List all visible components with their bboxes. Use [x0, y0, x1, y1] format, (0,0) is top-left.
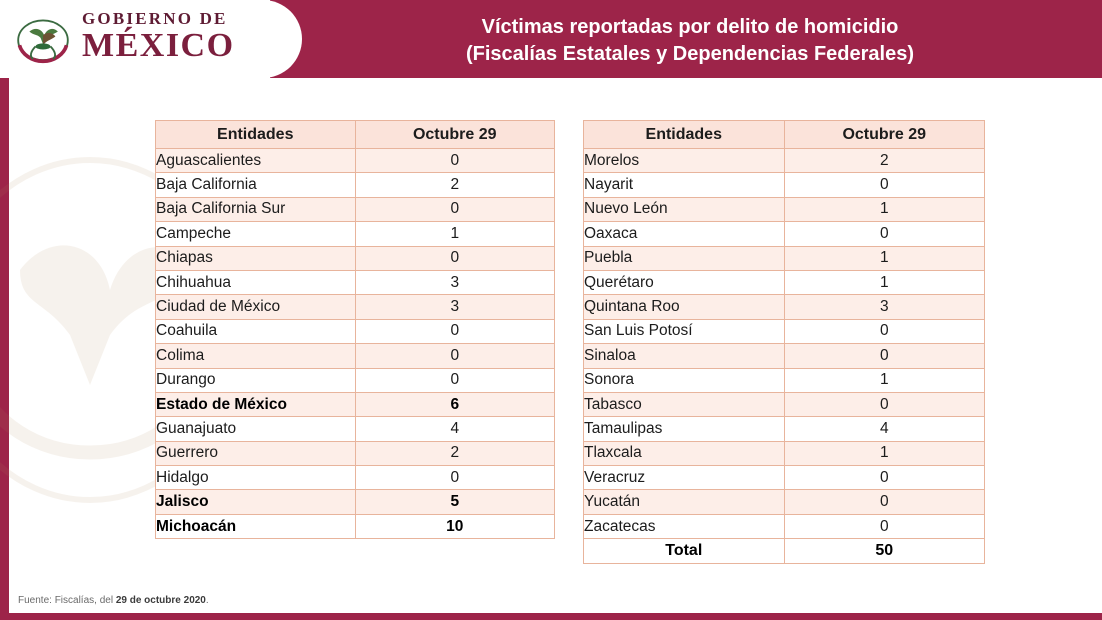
cell-valor: 0	[784, 392, 985, 416]
table-row	[584, 295, 985, 319]
page-header	[0, 0, 1102, 78]
table-row	[584, 466, 985, 490]
table-row	[584, 246, 985, 270]
cell-entidad: Zacatecas	[584, 514, 785, 538]
cell-valor: 0	[784, 222, 985, 246]
page-title-line2: (Fiscalías Estatales y Dependencias Federales)	[466, 43, 914, 65]
cell-entidad: Chihuahua	[156, 270, 356, 294]
cell-valor: 0	[784, 466, 985, 490]
table-row	[156, 246, 555, 270]
table-right-body	[584, 149, 985, 564]
table-row	[156, 319, 555, 343]
cell-valor: 10	[355, 514, 555, 538]
table-header-row	[156, 121, 555, 149]
cell-valor: 1	[784, 197, 985, 221]
cell-valor: 0	[784, 319, 985, 343]
cell-entidad: Nayarit	[584, 173, 785, 197]
table-row-highlight	[156, 392, 555, 416]
table-row	[584, 392, 985, 416]
page-title	[290, 14, 1090, 68]
cell-valor: 1	[355, 222, 555, 246]
table-row	[584, 441, 985, 465]
cell-entidad: San Luis Potosí	[584, 319, 785, 343]
column-header-fecha: Octubre 29	[355, 121, 555, 149]
cell-entidad: Quintana Roo	[584, 295, 785, 319]
cell-valor: 1	[784, 246, 985, 270]
footer-accent-bar	[0, 613, 1102, 620]
cell-valor: 0	[784, 173, 985, 197]
table-row	[156, 344, 555, 368]
column-header-fecha: Octubre 29	[784, 121, 985, 149]
table-row-highlight	[156, 514, 555, 538]
table-row	[584, 149, 985, 173]
brand-line-mexico: MÉXICO	[82, 27, 235, 64]
cell-entidad: Durango	[156, 368, 356, 392]
cell-valor: 1	[784, 441, 985, 465]
table-row	[584, 368, 985, 392]
cell-entidad: Michoacán	[156, 514, 356, 538]
page-title-line1: Víctimas reportadas por delito de homicidio	[481, 16, 899, 38]
homicide-victims-table-left	[155, 120, 555, 539]
cell-entidad: Oaxaca	[584, 222, 785, 246]
cell-entidad: Baja California	[156, 173, 356, 197]
table-row	[156, 149, 555, 173]
cell-valor: 4	[355, 417, 555, 441]
cell-entidad: Guerrero	[156, 441, 356, 465]
cell-valor: 0	[355, 246, 555, 270]
cell-entidad: Baja California Sur	[156, 197, 356, 221]
table-row	[156, 173, 555, 197]
cell-valor: 0	[784, 344, 985, 368]
cell-entidad: Veracruz	[584, 466, 785, 490]
cell-entidad: Chiapas	[156, 246, 356, 270]
mexican-coat-of-arms-icon	[12, 8, 74, 70]
total-value: 50	[784, 539, 985, 563]
source-suffix: .	[205, 595, 209, 606]
table-left-body	[156, 149, 555, 539]
cell-entidad: Morelos	[584, 149, 785, 173]
cell-entidad: Colima	[156, 344, 356, 368]
column-header-entidades: Entidades	[584, 121, 785, 149]
cell-entidad: Estado de México	[156, 392, 356, 416]
source-prefix: Fuente: Fiscalías, del	[18, 595, 116, 606]
cell-valor: 5	[355, 490, 555, 514]
cell-entidad: Tabasco	[584, 392, 785, 416]
table-header-row	[584, 121, 985, 149]
left-accent-bar	[0, 78, 9, 620]
cell-entidad: Jalisco	[156, 490, 356, 514]
source-date: 29 de octubre 2020	[115, 595, 206, 606]
cell-valor: 3	[355, 295, 555, 319]
table-row	[156, 270, 555, 294]
cell-valor: 0	[355, 344, 555, 368]
cell-valor: 0	[355, 466, 555, 490]
cell-valor: 4	[784, 417, 985, 441]
brand-line-gobierno: GOBIERNO DE	[82, 9, 228, 28]
table-total-row	[584, 539, 985, 563]
cell-entidad: Campeche	[156, 222, 356, 246]
table-row	[584, 514, 985, 538]
table-row	[156, 222, 555, 246]
cell-entidad: Guanajuato	[156, 417, 356, 441]
table-row	[156, 368, 555, 392]
table-row	[584, 319, 985, 343]
table-row	[584, 197, 985, 221]
table-row	[584, 270, 985, 294]
table-row	[584, 344, 985, 368]
cell-entidad: Aguascalientes	[156, 149, 356, 173]
cell-entidad: Nuevo León	[584, 197, 785, 221]
table-row	[156, 466, 555, 490]
cell-valor: 2	[784, 149, 985, 173]
table-row	[584, 490, 985, 514]
column-header-entidades: Entidades	[156, 121, 356, 149]
cell-valor: 0	[355, 197, 555, 221]
cell-valor: 1	[784, 270, 985, 294]
cell-entidad: Coahuila	[156, 319, 356, 343]
cell-entidad: Tamaulipas	[584, 417, 785, 441]
cell-valor: 0	[784, 514, 985, 538]
cell-entidad: Tlaxcala	[584, 441, 785, 465]
cell-valor: 3	[784, 295, 985, 319]
cell-valor: 3	[355, 270, 555, 294]
total-label: Total	[584, 539, 785, 563]
table-row	[584, 222, 985, 246]
brand-text	[82, 10, 235, 63]
table-row	[584, 173, 985, 197]
cell-valor: 0	[355, 149, 555, 173]
cell-valor: 0	[355, 319, 555, 343]
table-left-container	[155, 120, 555, 539]
cell-valor: 1	[784, 368, 985, 392]
homicide-victims-table-right	[583, 120, 985, 564]
cell-valor: 0	[784, 490, 985, 514]
cell-valor: 0	[355, 368, 555, 392]
cell-entidad: Yucatán	[584, 490, 785, 514]
table-row-highlight	[156, 490, 555, 514]
cell-valor: 6	[355, 392, 555, 416]
table-row	[156, 197, 555, 221]
cell-valor: 2	[355, 441, 555, 465]
cell-entidad: Puebla	[584, 246, 785, 270]
cell-valor: 2	[355, 173, 555, 197]
table-row	[156, 417, 555, 441]
table-row	[156, 441, 555, 465]
table-row	[156, 295, 555, 319]
source-note	[18, 595, 209, 606]
table-right-container	[583, 120, 985, 564]
cell-entidad: Ciudad de México	[156, 295, 356, 319]
cell-entidad: Sinaloa	[584, 344, 785, 368]
cell-entidad: Querétaro	[584, 270, 785, 294]
cell-entidad: Sonora	[584, 368, 785, 392]
table-row	[584, 417, 985, 441]
cell-entidad: Hidalgo	[156, 466, 356, 490]
